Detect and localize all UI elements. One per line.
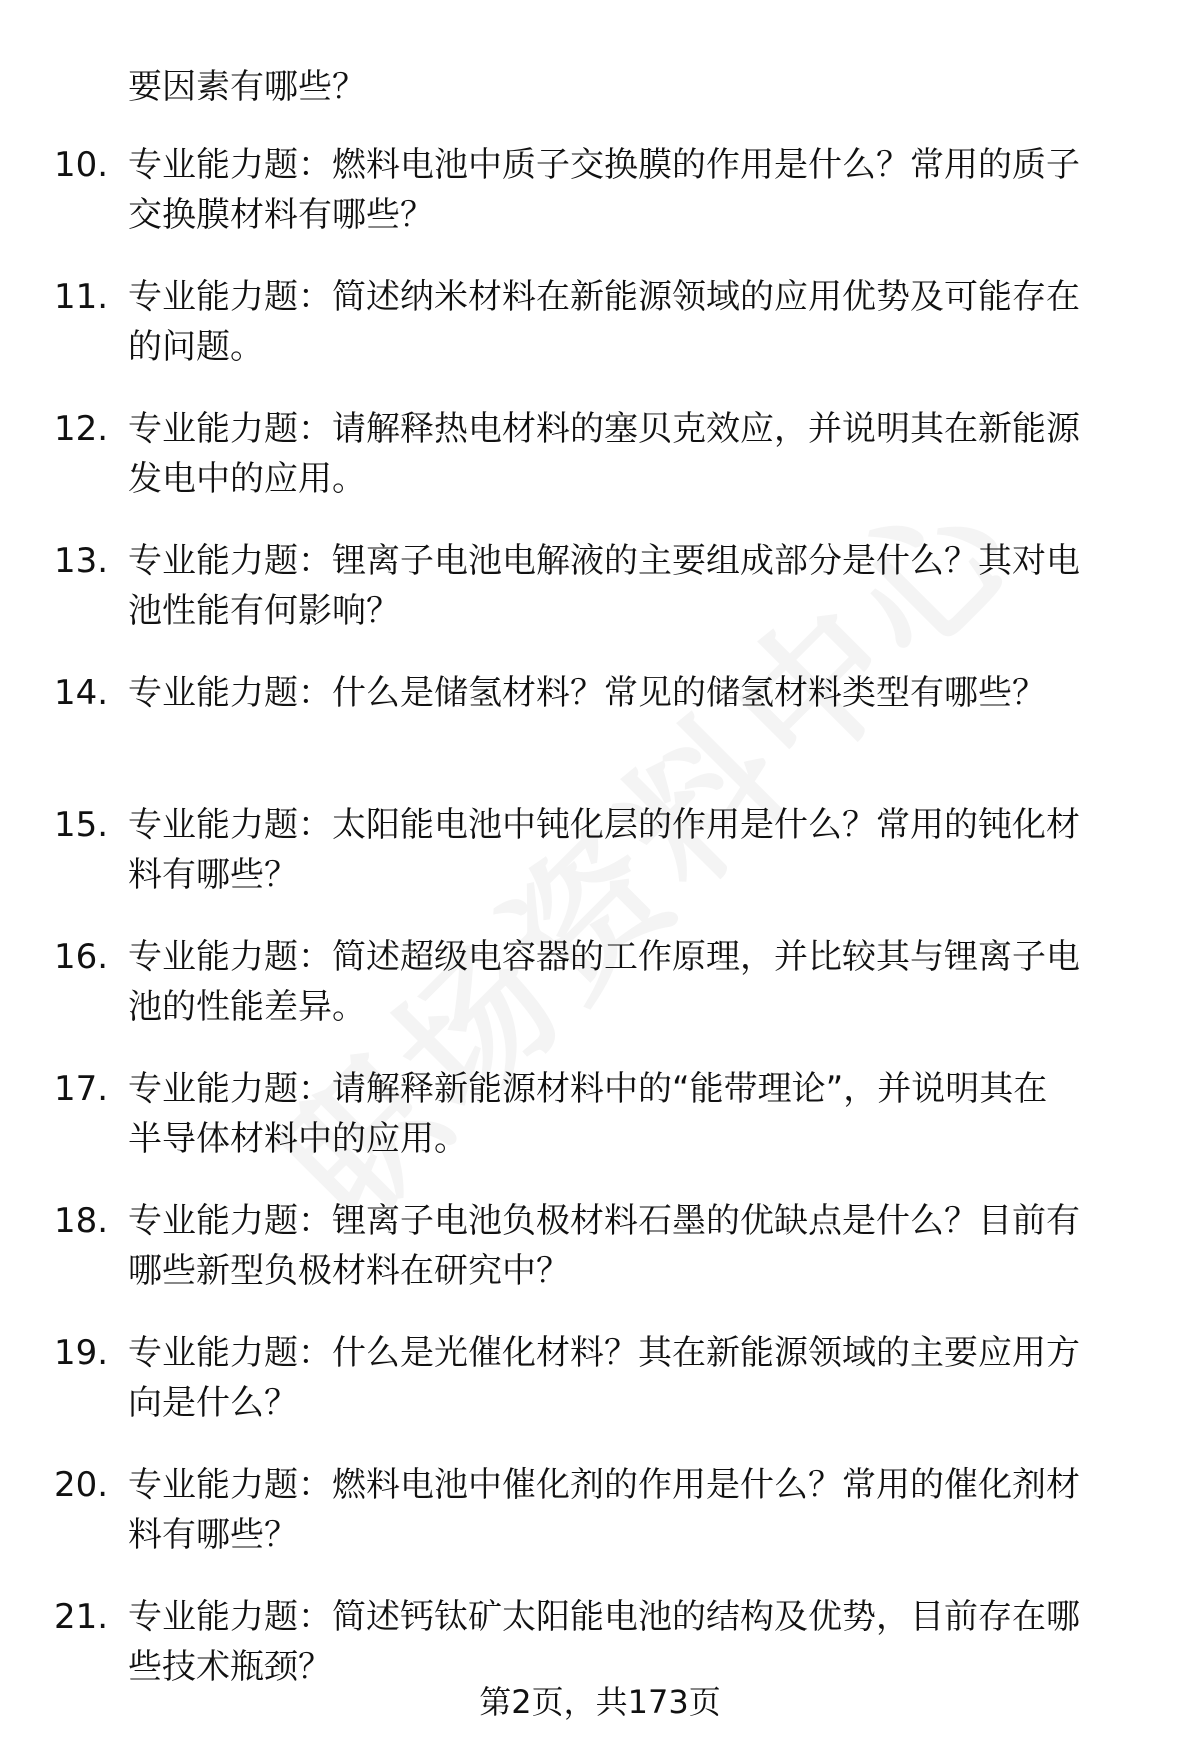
page-footer: 第2页，共173页 [479, 1683, 721, 1721]
question-number: 16. [54, 937, 109, 977]
question-text-line: 专业能力题：什么是光催化材料？其在新能源领域的主要应用方 [128, 1333, 1080, 1373]
question-text-line: 料有哪些？ [128, 1515, 298, 1555]
question-text-line: 专业能力题：什么是储氢材料？常见的储氢材料类型有哪些？ [128, 673, 1046, 713]
question-text [128, 272, 1138, 372]
question-text-line: 交换膜材料有哪些？ [128, 195, 434, 235]
question-text [128, 932, 1138, 1032]
question-number: 12. [54, 409, 109, 449]
question-item [0, 1196, 1200, 1328]
question-text-line: 料有哪些？ [128, 855, 298, 895]
continuation-text: 要因素有哪些？ [128, 67, 366, 107]
question-text-line: 哪些新型负极材料在研究中？ [128, 1251, 570, 1291]
question-number: 15. [54, 805, 109, 845]
question-number: 18. [54, 1201, 109, 1241]
question-text-line: 专业能力题：燃料电池中质子交换膜的作用是什么？常用的质子 [128, 145, 1080, 185]
question-number: 21. [54, 1597, 109, 1637]
question-number: 13. [54, 541, 109, 581]
question-text-line: 些技术瓶颈？ [128, 1647, 332, 1687]
question-item [0, 800, 1200, 932]
question-text-line: 专业能力题：太阳能电池中钝化层的作用是什么？常用的钝化材 [128, 805, 1080, 845]
question-item [0, 1460, 1200, 1592]
question-text-line: 专业能力题：简述钙钛矿太阳能电池的结构及优势，目前存在哪 [128, 1597, 1080, 1637]
question-item [0, 404, 1200, 536]
question-number: 14. [54, 673, 109, 713]
question-text-line: 专业能力题：简述纳米材料在新能源领域的应用优势及可能存在 [128, 277, 1080, 317]
question-item [0, 1064, 1200, 1196]
question-item [0, 1328, 1200, 1460]
question-text [128, 1592, 1138, 1692]
question-text-line: 专业能力题：锂离子电池电解液的主要组成部分是什么？其对电 [128, 541, 1080, 581]
question-number: 19. [54, 1333, 109, 1373]
question-text-line: 池性能有何影响？ [128, 591, 400, 631]
question-text [128, 800, 1138, 900]
question-text-line: 池的性能差异。 [128, 987, 366, 1027]
question-text [128, 1064, 1138, 1164]
question-item [0, 536, 1200, 668]
question-text [128, 536, 1138, 636]
question-text [128, 1460, 1138, 1560]
question-text-line: 专业能力题：请解释热电材料的塞贝克效应，并说明其在新能源 [128, 409, 1080, 449]
question-number: 20. [54, 1465, 109, 1505]
question-list [0, 140, 1200, 1724]
question-text-line: 半导体材料中的应用。 [128, 1119, 468, 1159]
question-text [128, 1196, 1138, 1296]
question-item [0, 932, 1200, 1064]
question-number: 17. [54, 1069, 109, 1109]
question-text-line: 向是什么？ [128, 1383, 298, 1423]
question-item [0, 272, 1200, 404]
question-text-line: 专业能力题：简述超级电容器的工作原理，并比较其与锂离子电 [128, 937, 1080, 977]
question-item [0, 140, 1200, 272]
question-text-line: 专业能力题：燃料电池中催化剂的作用是什么？常用的催化剂材 [128, 1465, 1080, 1505]
question-text [128, 668, 1138, 718]
question-text-line: 的问题。 [128, 327, 264, 367]
question-item [0, 668, 1200, 800]
question-text [128, 404, 1138, 504]
question-number: 10. [54, 145, 109, 185]
question-number: 11. [54, 277, 109, 317]
question-text-line: 专业能力题：请解释新能源材料中的“能带理论”，并说明其在 [128, 1069, 1048, 1109]
question-text [128, 1328, 1138, 1428]
question-text-line: 发电中的应用。 [128, 459, 366, 499]
question-text-line: 专业能力题：锂离子电池负极材料石墨的优缺点是什么？目前有 [128, 1201, 1080, 1241]
question-text [128, 140, 1138, 240]
